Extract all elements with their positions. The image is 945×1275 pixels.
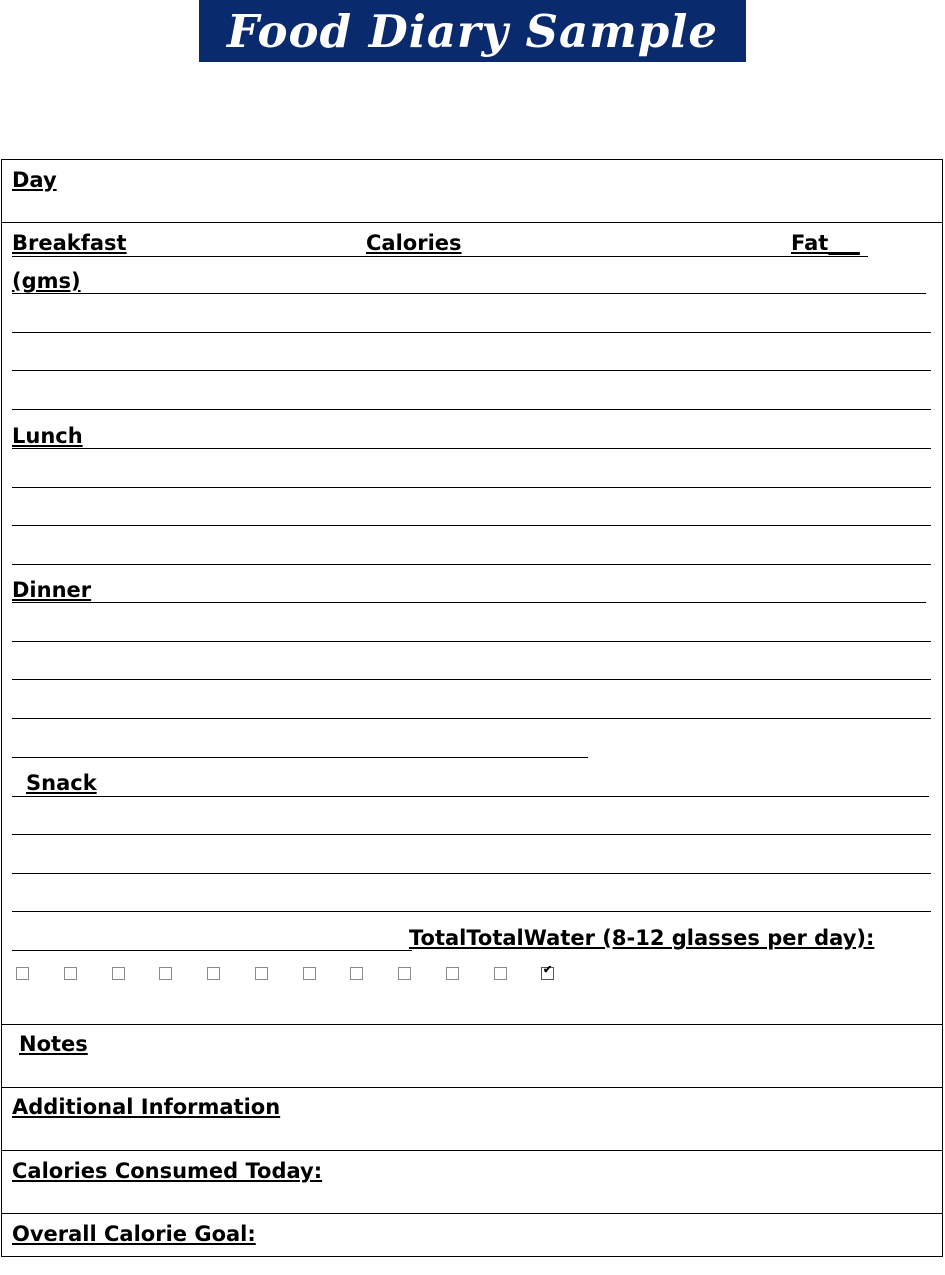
snack-entry-line[interactable] — [12, 911, 931, 912]
water-glass-checkbox-checked[interactable] — [541, 964, 554, 980]
water-glass-checkbox[interactable] — [446, 967, 459, 980]
calories-label: Calories — [366, 231, 462, 255]
water-glass-checkbox[interactable] — [255, 967, 268, 980]
lunch-entry-line[interactable] — [12, 525, 931, 526]
water-glass-checkbox[interactable] — [350, 967, 363, 980]
lunch-entry-line[interactable] — [12, 448, 931, 449]
row-divider — [2, 1087, 942, 1088]
breakfast-label: Breakfast — [12, 231, 127, 255]
water-label: TotalTotalWater (8-12 glasses per day): — [409, 926, 875, 950]
water-glass-checkbox[interactable] — [16, 967, 29, 980]
water-glass-checkbox[interactable] — [64, 967, 77, 980]
row-divider — [2, 1150, 942, 1151]
water-glass-checkbox[interactable] — [398, 967, 411, 980]
dinner-label: Dinner — [12, 578, 92, 602]
dinner-entry-line[interactable] — [12, 679, 931, 680]
lunch-label: Lunch — [12, 424, 83, 448]
page-title: Food Diary Sample — [227, 4, 718, 58]
notes-label: Notes — [19, 1032, 88, 1056]
additional-info-label: Additional Information — [12, 1095, 281, 1119]
breakfast-entry-line[interactable] — [12, 332, 931, 333]
calories-consumed-label: Calories Consumed Today: — [12, 1159, 323, 1183]
lunch-entry-line[interactable] — [12, 487, 931, 488]
snack-entry-line[interactable] — [12, 834, 931, 835]
breakfast-entry-line[interactable] — [12, 256, 868, 257]
day-label: Day — [12, 168, 57, 192]
row-divider — [2, 1024, 942, 1025]
calorie-goal-label: Overall Calorie Goal: — [12, 1222, 256, 1246]
breakfast-entry-line[interactable] — [12, 409, 931, 410]
water-glass-checkbox[interactable] — [494, 967, 507, 980]
water-glass-checkbox[interactable] — [303, 967, 316, 980]
breakfast-entry-line[interactable] — [12, 293, 926, 294]
snack-entry-line[interactable] — [12, 796, 929, 797]
row-divider — [2, 1213, 942, 1214]
dinner-entry-line[interactable] — [12, 718, 931, 719]
snack-entry-line[interactable] — [12, 950, 412, 951]
snack-entry-line[interactable] — [12, 873, 931, 874]
water-glass-checkbox[interactable] — [207, 967, 220, 980]
dinner-entry-line[interactable] — [12, 602, 926, 603]
checkmark-icon: ✔ — [543, 964, 553, 976]
fat-label: Fat___ — [791, 231, 860, 255]
row-divider — [2, 222, 942, 223]
water-glass-checkbox[interactable] — [159, 967, 172, 980]
snack-label: Snack — [26, 771, 97, 795]
water-glass-checkbox[interactable] — [112, 967, 125, 980]
lunch-entry-line[interactable] — [12, 564, 931, 565]
dinner-entry-line[interactable] — [12, 757, 588, 758]
dinner-entry-line[interactable] — [12, 641, 931, 642]
gms-label: (gms) — [12, 269, 81, 293]
breakfast-entry-line[interactable] — [12, 370, 931, 371]
title-banner — [199, 0, 746, 62]
food-diary-form — [1, 159, 943, 1257]
